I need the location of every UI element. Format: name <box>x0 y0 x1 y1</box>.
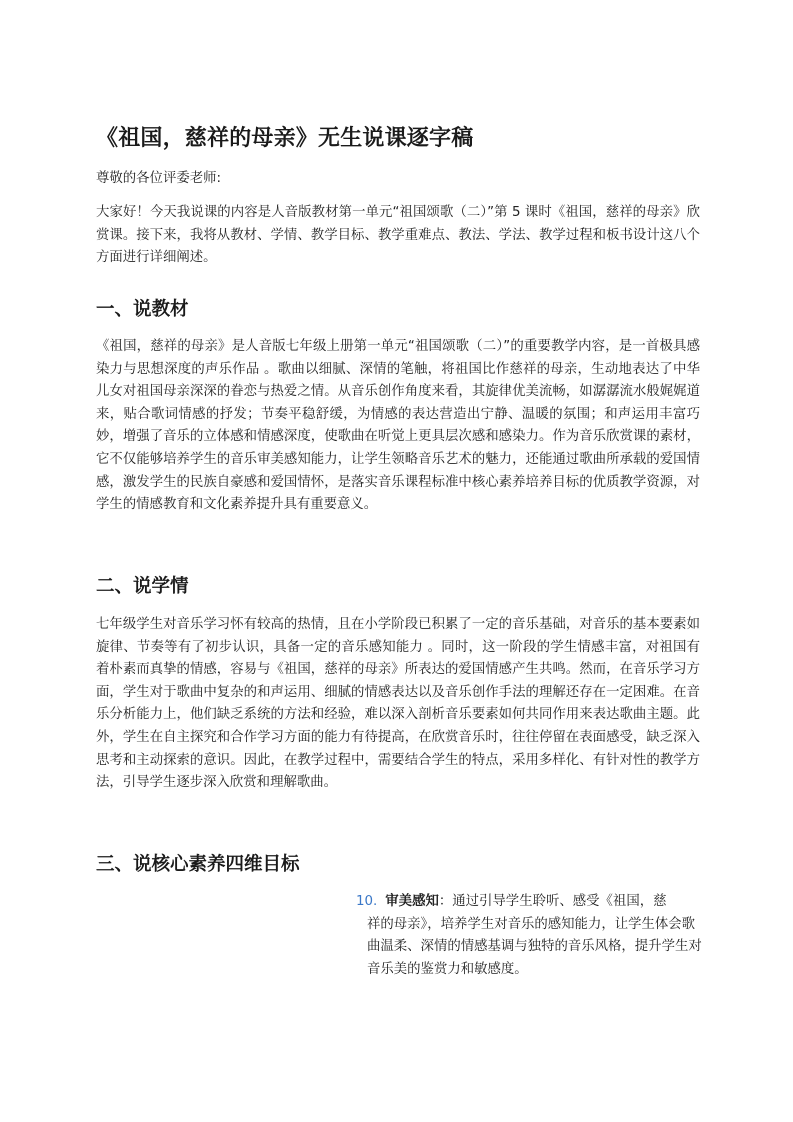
goal-label: 审美感知 <box>385 894 439 909</box>
section-heading-goals: 三、说核心素养四维目标 <box>96 854 300 875</box>
section-heading-textbook: 一、说教材 <box>96 299 189 320</box>
goal-number: 10. <box>356 894 378 909</box>
goal-text-first: ：通过引导学生聆听、感受《祖国，慈 <box>438 894 667 909</box>
greeting-paragraph: 尊敬的各位评委老师: <box>96 171 222 186</box>
goal-first-line <box>356 891 704 914</box>
intro-paragraph: 大家好！今天我说课的内容是人音版教材第一单元“祖国颂歌（二）”第 5 课时《祖国，慈祥的母亲》欣赏课。接下来，我将从教材、学情、教学目标、教学重难点、教法、学法、教学过程和板书设计这八个方面进行详细阐述。 <box>96 205 700 266</box>
section-heading-learners: 二、说学情 <box>96 576 189 597</box>
goal-list-item <box>356 891 704 981</box>
section-body-learners: 七年级学生对音乐学习怀有较高的热情，且在小学阶段已积累了一定的音乐基础，对音乐的基本要素如旋律、节奏等有了初步认识，具备一定的音乐感知能力 。同时，这一阶段的学生情感丰富，对祖国有着朴素而真挚的情感，容易与《祖国，慈祥的母亲》所表达的爱国情感产生共鸣。然而，在音乐学习方面，学生对于歌曲中复杂的和声运用、细腻的情感表达以及音乐创作手法的理解还存在一定困难。在音乐分析能力上，他们缺乏系统的方法和经验，难以深入剖析音乐要素如何共同作用来表达歌曲主题。此外，学生在自主探究和合作学习方面的能力有待提高，在欣赏音乐时，往往停留在表面感受，缺乏深入思考和主动探索的意识。因此，在教学过程中，需要结合学生的特点，采用多样化、有针对性的教学方法，引导学生逐步深入欣赏和理解歌曲。 <box>96 617 700 791</box>
section-body-textbook: 《祖国，慈祥的母亲》是人音版七年级上册第一单元“祖国颂歌（二）”的重要教学内容，是一首极具感染力与思想深度的声乐作品 。歌曲以细腻、深情的笔触，将祖国比作慈祥的母亲，生动地表达了中华儿女对祖国母亲深深的眷恋与热爱之情。从音乐创作角度来看，其旋律优美流畅，如潺潺流水般娓娓道来，贴合歌词情感的抒发；节奏平稳舒缓，为情感的表达营造出宁静、温暖的氛围；和声运用丰富巧妙，增强了音乐的立体感和情感深度，使歌曲在听觉上更具层次感和感染力。作为音乐欣赏课的素材，它不仅能够培养学生的音乐审美感知能力，让学生领略音乐艺术的魅力，还能通过歌曲所承载的爱国情感，激发学生的民族自豪感和爱国情怀，是落实音乐课程标准中核心素养培养目标的优质教学资源，对学生的情感教育和文化素养提升具有重要意义。 <box>96 339 700 513</box>
goal-text-rest: 祥的母亲》，培养学生对音乐的感知能力，让学生体会歌曲温柔、深情的情感基调与独特的音乐风格，提升学生对音乐美的鉴赏力和敏感度。 <box>367 916 702 977</box>
document-title: 《祖国，慈祥的母亲》无生说课逐字稿 <box>96 126 474 151</box>
